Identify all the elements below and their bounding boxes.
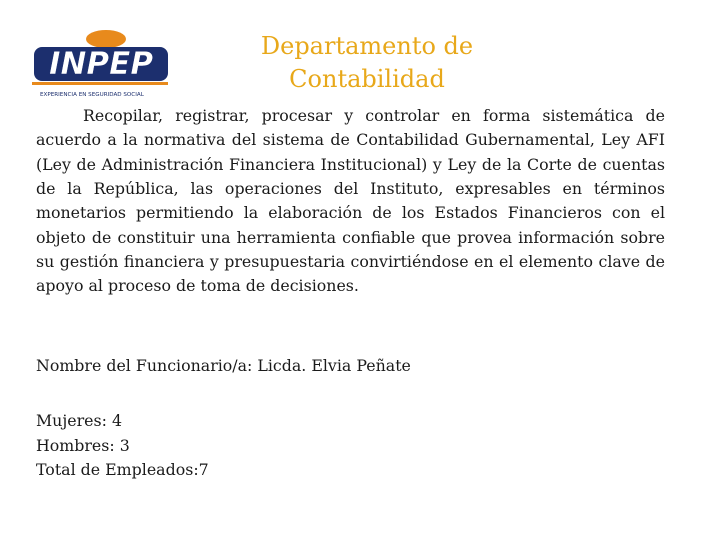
inpep-logo [32,28,170,100]
total-employees: Total de Empleados:7 [36,460,209,479]
department-description: Recopilar, registrar, procesar y controlar en forma sistemática de acuerdo a la normativa del sistema de Contabilidad Gubernamental, Ley AFI (Ley de Administración Financiera Institucional) y Ley de la Corte de cuentas de la República, las operaciones del Instituto, expresables en términos monetarios permitiendo la elaboración de los Estados Financieros con el objeto de constituir una herramienta confiable que provea información sobre su gestión financiera y presupuestaria convirtiéndose en el elemento clave de apoyo al proceso de toma de decisiones. [36,106,665,296]
logo-tagline: EXPERIENCIA EN SEGURIDAD SOCIAL [40,92,144,98]
logo-underline [32,82,168,85]
logo-wordmark: INPEP [48,46,154,82]
women-count: Mujeres: 4 [36,411,122,430]
page-title [222,30,512,96]
official-name: Nombre del Funcionario/a: Licda. Elvia Peñate [36,356,411,375]
page-title-line2: Contabilidad [289,65,445,93]
page-title-line1: Departamento de [260,32,474,60]
men-count: Hombres: 3 [36,435,130,455]
inpep-logo-graphic [32,28,170,100]
employee-stats [36,409,209,483]
